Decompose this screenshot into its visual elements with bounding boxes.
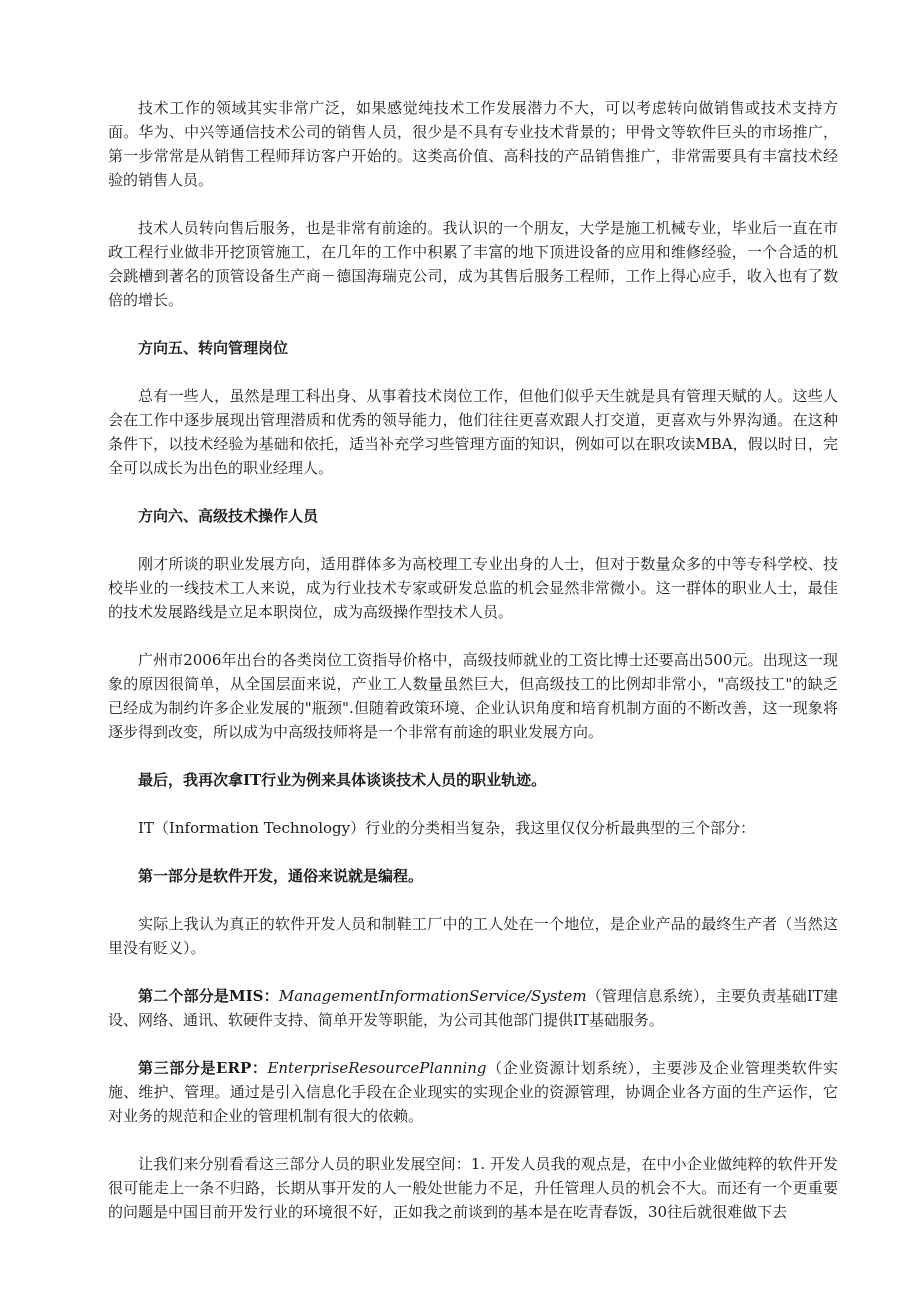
paragraph-technical-workers: 刚才所谈的职业发展方向，适用群体多为高校理工专业出身的人士，但对于数量众多的中等专科学校、技校毕业的一线技术工人来说，成为行业技术专家或研发总监的机会显然非常微小。这一群体的职业人士，最佳的技术发展路线是立足本职岗位，成为高级操作型技术人员。	[108, 555, 838, 621]
paragraph-after-sales: 技术人员转向售后服务，也是非常有前途的。我认识的一个朋友，大学是施工机械专业，毕业后一直在市政工程行业做非开挖顶管施工，在几年的工作中积累了丰富的地下顶进设备的应用和维修经验，一个合适的机会跳槽到著名的顶管设备生产商－德国海瑞克公司，成为其售后服务工程师，工作上得心应手，收入也有了数倍的增长。	[108, 219, 838, 309]
erp-description: （企业资源计划系统），主要涉及企业管理类软件实施、维护、管理。通过是引入信息化手段在企业现实的实现企业的资源管理，协调企业各方面的生产运作，它对业务的规范和企业的管理机制有很大的依赖。	[108, 1059, 838, 1125]
mis-description: （管理信息系统），主要负责基础IT建设、网络、通讯、软硬件支持、简单开发等职能，为公司其他部门提供IT基础服务。	[108, 987, 838, 1029]
document-page	[108, 96, 838, 1224]
heading-direction-six: 方向六、高级技术操作人员	[138, 507, 319, 525]
paragraph-management: 总有一些人，虽然是理工科出身、从事着技术岗位工作，但他们似乎天生就是具有管理天赋的人。这些人会在工作中逐步展现出管理潜质和优秀的领导能力，他们往往更喜欢跟人打交道，更喜欢与外界沟通。在这种条件下，以技术经验为基础和依托，适当补充学习些管理方面的知识，例如可以在职攻读MBA，假以时日，完全可以成长为出色的职业经理人。	[108, 387, 838, 477]
heading-it-industry: 最后，我再次拿IT行业为例来具体谈谈技术人员的职业轨迹。	[138, 771, 547, 789]
paragraph-erp	[108, 1056, 838, 1128]
paragraph-guangzhou-wages: 广州市2006年出台的各类岗位工资指导价格中，高级技师就业的工资比博士还要高出500元。出现这一现象的原因很简单，从全国层面来说，产业工人数量虽然巨大，但高级技工的比例却非常小，"高级技工"的缺乏已经成为制约许多企业发展的"瓶颈".但随着政策环境、企业认识角度和培育机制方面的不断改善，这一现象将逐步得到改变，所以成为中高级技师将是一个非常有前途的职业发展方向。	[108, 651, 838, 741]
paragraph-software-developers: 实际上我认为真正的软件开发人员和制鞋工厂中的工人处在一个地位，是企业产品的最终生产者（当然这里没有贬义）。	[108, 915, 838, 957]
heading-part-one: 第一部分是软件开发，通俗来说就是编程。	[138, 867, 424, 885]
paragraph-career-space: 让我们来分别看看这三部分人员的职业发展空间：1. 开发人员我的观点是，在中小企业做纯粹的软件开发很可能走上一条不归路，长期从事开发的人一般处世能力不足，升任管理人员的机会不大。而还有一个更重要的问题是中国目前开发行业的环境很不好，正如我之前谈到的基本是在吃青春饭，30往后就很难做下去	[108, 1155, 838, 1221]
paragraph-sales-support: 技术工作的领域其实非常广泛，如果感觉纯技术工作发展潜力不大，可以考虑转向做销售或技术支持方面。华为、中兴等通信技术公司的销售人员，很少是不具有专业技术背景的；甲骨文等软件巨头的市场推广，第一步常常是从销售工程师拜访客户开始的。这类高价值、高科技的产品销售推广，非常需要具有丰富技术经验的销售人员。	[108, 99, 838, 189]
mis-label: 第二个部分是MIS：	[138, 987, 279, 1005]
erp-label: 第三部分是ERP：	[138, 1059, 268, 1077]
paragraph-mis	[108, 984, 838, 1032]
heading-direction-five: 方向五、转向管理岗位	[138, 339, 289, 357]
mis-term: ManagementInformationService/System	[278, 987, 587, 1005]
paragraph-it-classification: IT（Information Technology）行业的分类相当复杂，我这里仅仅分析最典型的三个部分：	[138, 819, 756, 837]
erp-term: EnterpriseResourcePlanning	[267, 1059, 487, 1077]
